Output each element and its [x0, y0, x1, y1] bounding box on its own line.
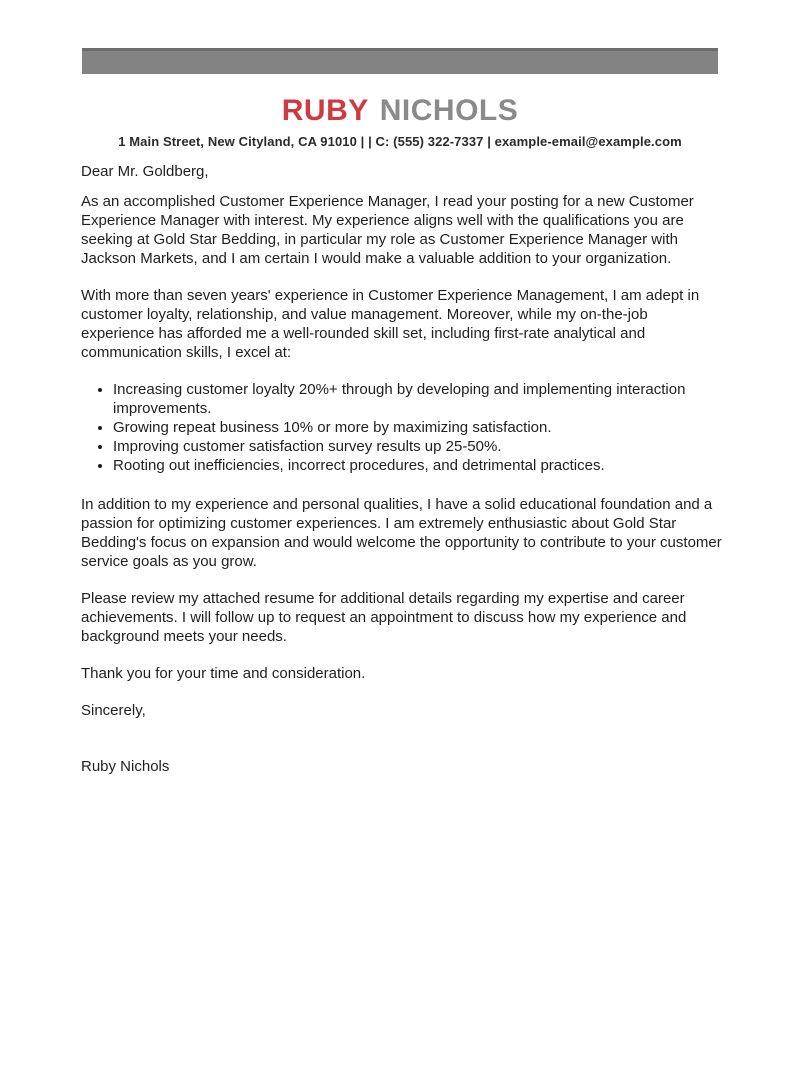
list-item: • Improving customer satisfaction survey results up 25-50%. — [113, 437, 723, 456]
contact-line: 1 Main Street, New Cityland, CA 91010 | | C: (555) 322-7337 | example-email@example.com — [118, 134, 682, 149]
list-item: • Rooting out inefficiencies, incorrect procedures, and detrimental practices. — [113, 456, 723, 475]
signature-name: Ruby Nichols — [81, 758, 170, 775]
list-item: • Increasing customer loyalty 20%+ through by developing and implementing interaction improvements. — [113, 380, 723, 418]
cover-letter-page — [0, 48, 800, 1083]
letter-body — [81, 162, 723, 776]
paragraph-intro: As an accomplished Customer Experience Manager, I read your posting for a new Customer Experience Manager with interest. My experience aligns well with the qualifications you are seeking at Gold Star Bedding, in particular my role as Customer Experience Manager with Jackson Markets, and I am certain I would make a valuable addition to your organization. — [81, 193, 694, 267]
page-title — [0, 94, 800, 128]
salutation: Dear Mr. Goldberg, — [81, 163, 209, 180]
last-name: NICHOLS — [379, 94, 519, 127]
paragraph-followup: Please review my attached resume for additional details regarding my expertise and career achievements. I will follow up to request an appointment to discuss how my experience and background meets your needs. — [81, 590, 687, 645]
paragraph-experience: With more than seven years' experience in Customer Experience Management, I am adept in customer loyalty, relationship, and value management. Moreover, while my on-the-job experience has afforded me a well-rounded skill set, including first-rate analytical and communication skills, I excel at: — [81, 287, 700, 361]
first-name: RUBY — [281, 94, 369, 127]
skills-list — [81, 380, 723, 475]
paragraph-education: In addition to my experience and personal qualities, I have a solid educational foundation and a passion for optimizing customer experiences. I am extremely enthusiastic about Gold Star Bedding's focus on expansion and would welcome the opportunity to contribute to your customer service goals as you grow. — [81, 496, 722, 570]
sign-off: Sincerely, — [81, 702, 146, 719]
list-item: • Growing repeat business 10% or more by maximizing satisfaction. — [113, 418, 723, 437]
header-bar — [82, 48, 718, 74]
paragraph-thanks: Thank you for your time and consideration. — [81, 665, 366, 682]
